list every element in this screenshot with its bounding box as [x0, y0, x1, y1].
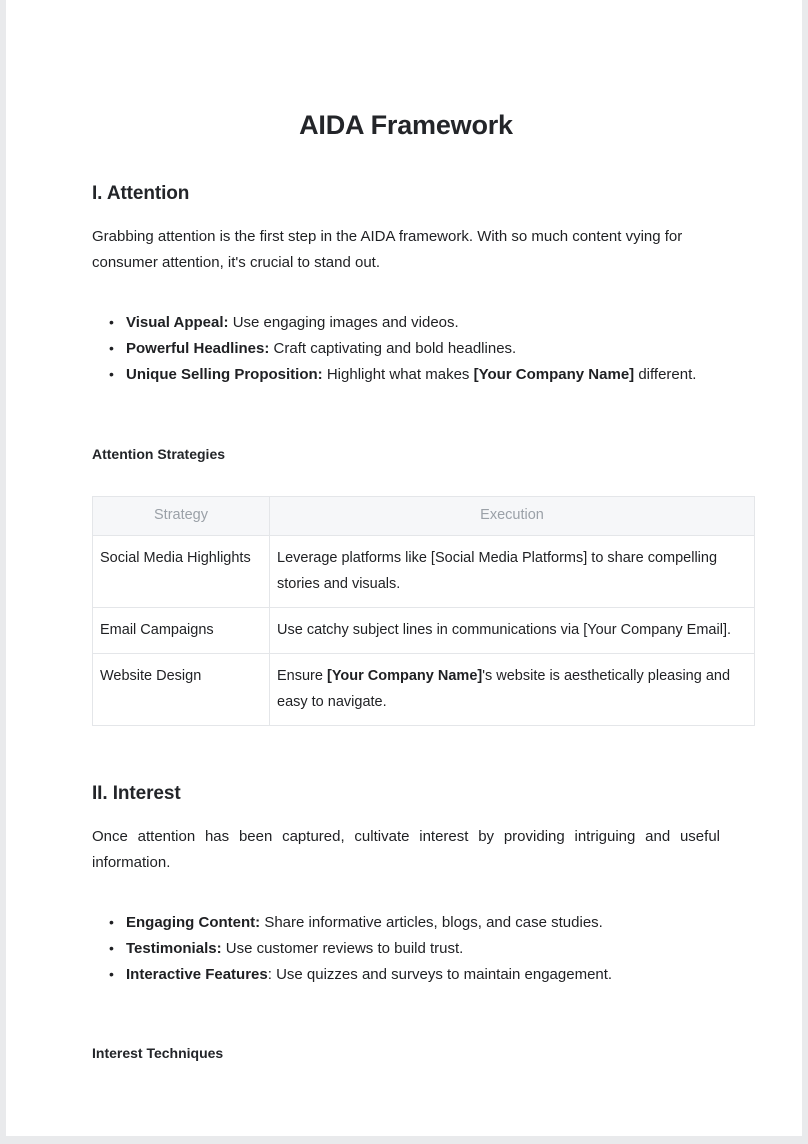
- document-page: [6, 0, 802, 1136]
- list-item: [109, 310, 720, 336]
- cell-execution: [270, 654, 755, 726]
- list-item-text: : Use quizzes and surveys to maintain engagement.: [267, 965, 613, 983]
- paragraph-interest: Once attention has been captured, cultivate interest by providing intriguing and useful information.: [92, 827, 720, 871]
- attention-strategies-table-wrapper: [92, 463, 731, 726]
- cell-text: Use catchy subject lines in communications via [Your Company Email].: [277, 622, 731, 639]
- cell-text: Leverage platforms like [Social Media Platforms] to share compelling stories and visuals.: [277, 550, 718, 593]
- bullet-list-attention: [92, 276, 720, 388]
- document-content: [92, 0, 731, 1062]
- paragraph-attention: Grabbing attention is the first step in the AIDA framework. With so much content vying for consumer attention, it's crucial to stand out.: [92, 228, 683, 272]
- cell-strategy: Email Campaigns: [93, 608, 270, 654]
- section-heading-interest: II. Interest: [92, 783, 181, 805]
- list-item: [109, 962, 720, 988]
- placeholder-company-name: [Your Company Name]: [326, 668, 483, 685]
- list-item: [109, 910, 720, 936]
- table-header-row: [93, 497, 755, 536]
- cell-text-tail: 's website is aesthetically pleasing and easy to navigate.: [277, 668, 731, 711]
- list-item-lead: Unique Selling Proposition:: [126, 366, 323, 384]
- list-item-lead: Visual Appeal:: [126, 314, 229, 332]
- attention-strategies-table: [92, 496, 755, 726]
- list-item-text: Highlight what makes: [322, 366, 474, 384]
- column-header-strategy: Strategy: [93, 497, 270, 536]
- sub-heading-attention-strategies: Attention Strategies: [92, 446, 226, 463]
- list-item: [109, 362, 720, 388]
- list-item: [109, 336, 720, 362]
- column-header-execution: Execution: [270, 497, 755, 536]
- cell-text: Ensure: [277, 668, 327, 685]
- bullet-list-interest: [92, 876, 720, 988]
- list-item-lead: Interactive Features: [126, 965, 268, 983]
- cell-execution: [270, 608, 755, 654]
- table-row: [93, 654, 755, 726]
- list-item-lead: Testimonials:: [126, 939, 222, 957]
- list-item-text: Use engaging images and videos.: [228, 314, 459, 332]
- list-item-text: Use customer reviews to build trust.: [221, 939, 464, 957]
- placeholder-company-name: [Your Company Name]: [473, 366, 635, 384]
- list-item-text-tail: different.: [634, 366, 697, 384]
- table-row: [93, 608, 755, 654]
- section-heading-attention: I. Attention: [92, 183, 190, 205]
- table-body: [93, 536, 755, 726]
- list-item-text: Share informative articles, blogs, and case studies.: [260, 913, 603, 931]
- list-item: [109, 936, 720, 962]
- page-title: AIDA Framework: [299, 110, 513, 140]
- cell-execution: [270, 536, 755, 608]
- cell-strategy: Website Design: [93, 654, 270, 726]
- cell-strategy: Social Media Highlights: [93, 536, 270, 608]
- list-item-lead: Powerful Headlines:: [126, 340, 270, 358]
- table-header: [93, 497, 755, 536]
- table-row: [93, 536, 755, 608]
- list-item-text: Craft captivating and bold headlines.: [269, 340, 517, 358]
- list-item-lead: Engaging Content:: [126, 913, 261, 931]
- sub-heading-interest-techniques: Interest Techniques: [92, 1044, 224, 1061]
